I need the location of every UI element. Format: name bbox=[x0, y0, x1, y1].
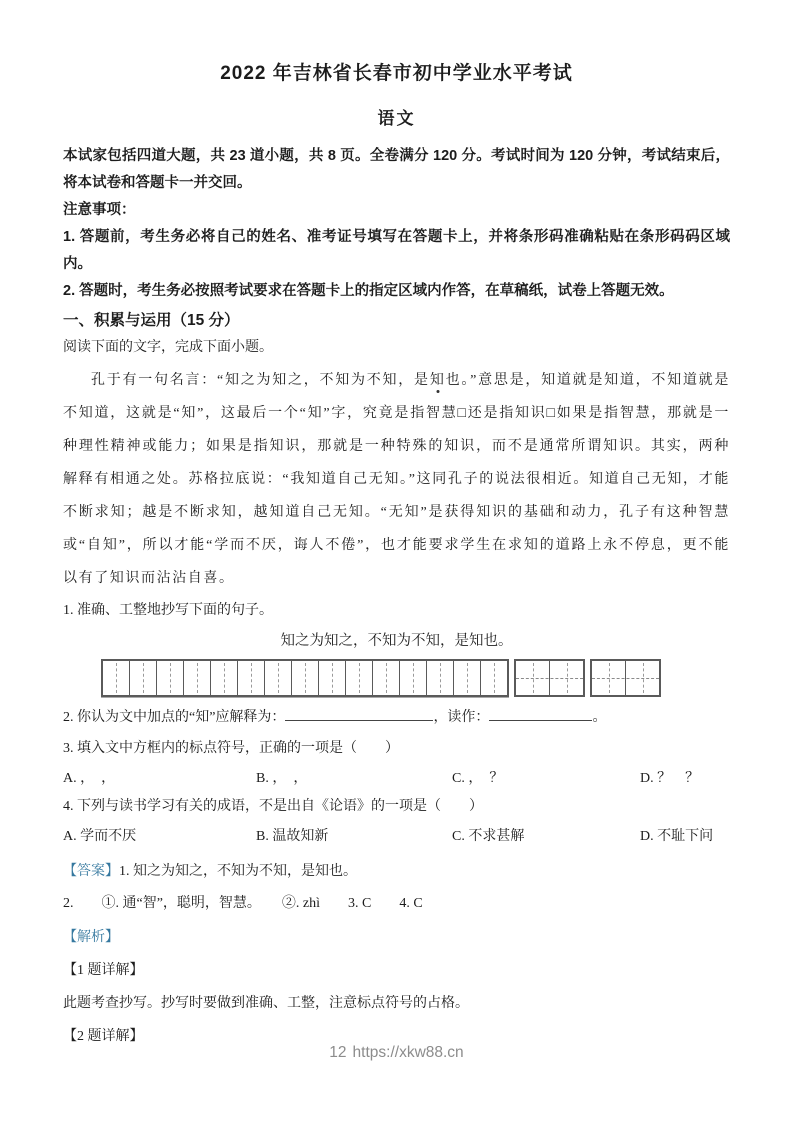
question-2-prefix: 2. 你认为文中加点的“知”应解释为： bbox=[63, 710, 286, 725]
question-4-option-d: D. 不耻下问 bbox=[640, 829, 714, 844]
grid-cell bbox=[156, 661, 183, 695]
question-3-option-c: C. ， ？ bbox=[452, 771, 504, 786]
grid-cell bbox=[345, 661, 372, 695]
answer-blank-pronunciation bbox=[489, 707, 592, 721]
question-3: 3. 填入文中方框内的标点符号，正确的一项是（ ） bbox=[63, 741, 399, 756]
grid-cell bbox=[480, 661, 507, 695]
grid-cell bbox=[318, 661, 345, 695]
grid-cell bbox=[291, 661, 318, 695]
answer-line-2: 2. ①. 通“智”，聪明，智慧。 ②. zhì 3. C 4. C bbox=[63, 896, 423, 911]
grid-cell bbox=[183, 661, 210, 695]
grid-cell bbox=[237, 661, 264, 695]
footer-url: https://xkw88.cn bbox=[352, 1044, 464, 1061]
notice-heading: 注意事项： bbox=[63, 202, 136, 218]
question-3-option-a: A. ， ， bbox=[63, 771, 116, 786]
grid-cell bbox=[453, 661, 480, 695]
section-1-heading: 一、积累与运用（15 分） bbox=[63, 312, 240, 329]
question-3-options bbox=[63, 765, 730, 793]
question-4-options bbox=[63, 823, 730, 851]
footer-page-number: 12 bbox=[329, 1044, 347, 1061]
copy-grid bbox=[101, 659, 730, 697]
question-3-option-d: D. ？ ？ bbox=[640, 771, 700, 786]
answer-line-1 bbox=[63, 858, 730, 886]
copy-sentence: 知之为知之，不知为不知，是知也。 bbox=[280, 633, 513, 649]
reading-passage bbox=[63, 364, 730, 595]
grid-cell bbox=[399, 661, 426, 695]
answer-1-text: 1. 知之为知之，不知为不知，是知也。 bbox=[119, 864, 357, 879]
grid-cell bbox=[549, 661, 583, 695]
grid-cell bbox=[103, 661, 129, 695]
question-2-middle: ，读作： bbox=[433, 710, 490, 725]
notice-item-2: 2. 答题时，考生务必按照考试要求在答题卡上的指定区域内作答，在草稿纸，试卷上答题无效。 bbox=[63, 283, 674, 299]
passage-dotted-char: 知 bbox=[429, 373, 446, 388]
passage-text-after-dot: 也。”意思是，知道就是知道，不知道就是不知道，这就是“知”，这最后一个“知”字，究竟是指智慧□还是指知识□如果是指智慧，那就是一种理性精神或能力；如果是指知识，那就是一种特殊的知识，而不是通常所谓知识。其实，两种解释有相通之处。苏格拉底说：“我知道自己无知。”这同孔子的说法很相近。知道自己无知，才能不断求知；越是不断求知，越知道自己无知。“无知”是获得知识的基础和动力，孔子有这种智慧或“自知”，所以才能“学而不厌，诲人不倦”，也才能要求学生在求知的道路上永不停息，更不能以有了知识而沾沾自喜。 bbox=[63, 373, 730, 586]
question-4: 4. 下列与读书学习有关的成语，不是出自《论语》的一项是（ ） bbox=[63, 799, 483, 814]
answer-blank-definition bbox=[285, 707, 433, 721]
detail-1-heading: 【1 题详解】 bbox=[63, 963, 144, 978]
grid-cell bbox=[129, 661, 156, 695]
exam-description: 本试家包括四道大题，共 23 道小题，共 8 页。全卷满分 120 分。考试时间为 120 分钟，考试结束后，将本试卷和答题卡一并交回。 bbox=[63, 148, 730, 191]
grid-cell bbox=[625, 661, 659, 695]
grid-cross-group-1 bbox=[514, 659, 585, 697]
exam-subject: 语文 bbox=[377, 109, 416, 128]
exam-title: 2022 年吉林省长春市初中学业水平考试 bbox=[220, 63, 573, 84]
grid-cross-group-2 bbox=[590, 659, 661, 697]
grid-cell bbox=[426, 661, 453, 695]
exam-intro bbox=[63, 143, 730, 305]
grid-cell bbox=[372, 661, 399, 695]
question-2 bbox=[63, 704, 730, 732]
grid-cell bbox=[210, 661, 237, 695]
grid-plain-cells bbox=[101, 659, 509, 697]
passage-text-before-dot: 孔于有一句名言：“知之为知之，不知为不知，是 bbox=[91, 373, 430, 388]
grid-cell bbox=[516, 661, 549, 695]
question-2-suffix: 。 bbox=[592, 710, 607, 725]
analysis-label: 【解析】 bbox=[63, 930, 119, 945]
question-4-option-b: B. 温故知新 bbox=[256, 829, 329, 844]
detail-1-text: 此题考查抄写。抄写时要做到准确、工整，注意标点符号的占格。 bbox=[63, 996, 469, 1011]
question-4-option-c: C. 不求甚解 bbox=[452, 829, 525, 844]
notice-item-1: 1. 答题前，考生务必将自己的姓名、准考证号填写在答题卡上，并将条形码准确粘贴在条形码码区域内。 bbox=[63, 229, 730, 272]
grid-cell bbox=[264, 661, 291, 695]
reading-instruction: 阅读下面的文字，完成下面小题。 bbox=[63, 340, 273, 355]
answer-label: 【答案】 bbox=[63, 864, 119, 879]
question-4-option-a: A. 学而不厌 bbox=[63, 829, 137, 844]
question-3-option-b: B. ， ， bbox=[256, 771, 308, 786]
page-footer bbox=[0, 1044, 793, 1062]
grid-cell bbox=[592, 661, 625, 695]
detail-2-heading: 【2 题详解】 bbox=[63, 1029, 144, 1044]
question-1: 1. 准确、工整地抄写下面的句子。 bbox=[63, 603, 273, 618]
